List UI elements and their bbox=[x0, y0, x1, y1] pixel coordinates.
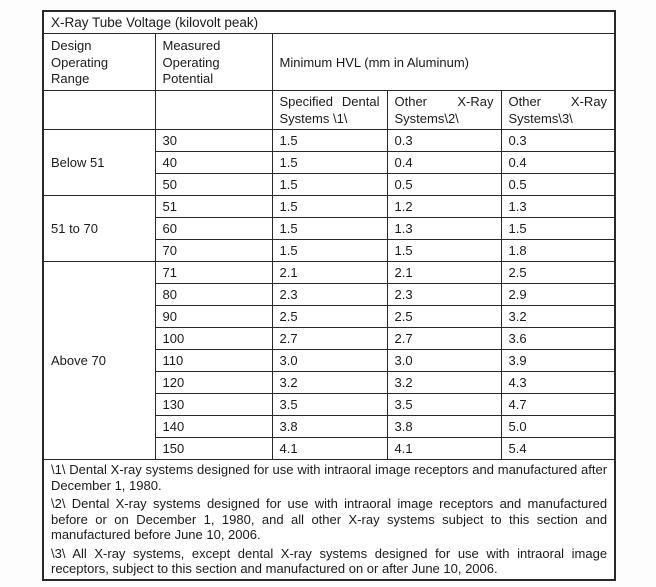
footnotes-row bbox=[43, 460, 615, 580]
hvl-value-cell: 3.2 bbox=[501, 306, 615, 328]
hvl-value-cell: 1.3 bbox=[501, 196, 615, 218]
data-row bbox=[43, 262, 615, 284]
measured-potential-cell: 50 bbox=[155, 174, 272, 196]
hvl-value-cell: 2.5 bbox=[272, 306, 387, 328]
measured-potential-cell: 30 bbox=[155, 130, 272, 152]
hvl-value-cell: 2.1 bbox=[387, 262, 501, 284]
hvl-value-cell: 2.5 bbox=[387, 306, 501, 328]
hvl-value-cell: 1.2 bbox=[387, 196, 501, 218]
measured-potential-cell: 51 bbox=[155, 196, 272, 218]
data-row bbox=[43, 196, 615, 218]
hvl-value-cell: 3.6 bbox=[501, 328, 615, 350]
hvl-value-cell: 1.5 bbox=[272, 152, 387, 174]
subheader-specified-dental-systems: Specified Dental Systems \1\ bbox=[272, 90, 387, 129]
footnote-2: \2\ Dental X-ray systems designed for use with intraoral image receptors and manufactured before or on December 1, 1980, and all other X-ray systems subject to this section and manufactured before June 10, 2006. bbox=[51, 496, 608, 543]
hvl-value-cell: 1.8 bbox=[501, 240, 615, 262]
hvl-value-cell: 5.0 bbox=[501, 416, 615, 438]
hvl-value-cell: 5.4 bbox=[501, 438, 615, 460]
hvl-value-cell: 3.0 bbox=[272, 350, 387, 372]
data-row bbox=[43, 130, 615, 152]
empty-cell bbox=[43, 90, 155, 129]
measured-potential-cell: 100 bbox=[155, 328, 272, 350]
hvl-value-cell: 3.9 bbox=[501, 350, 615, 372]
measured-potential-cell: 40 bbox=[155, 152, 272, 174]
hvl-value-cell: 1.3 bbox=[387, 218, 501, 240]
measured-potential-cell: 140 bbox=[155, 416, 272, 438]
footnote-1: \1\ Dental X-ray systems designed for use with intraoral image receptors and manufactured after December 1, 1980. bbox=[51, 462, 608, 493]
measured-potential-cell: 71 bbox=[155, 262, 272, 284]
col-header-design-operating-range: Design Operating Range bbox=[43, 34, 155, 91]
hvl-value-cell: 2.7 bbox=[272, 328, 387, 350]
measured-potential-cell: 80 bbox=[155, 284, 272, 306]
xray-tube-voltage-table bbox=[42, 10, 616, 581]
measured-potential-cell: 70 bbox=[155, 240, 272, 262]
footnotes-cell bbox=[43, 460, 615, 580]
hvl-value-cell: 0.4 bbox=[387, 152, 501, 174]
hvl-value-cell: 2.9 bbox=[501, 284, 615, 306]
hvl-value-cell: 0.4 bbox=[501, 152, 615, 174]
hvl-value-cell: 3.2 bbox=[387, 372, 501, 394]
hvl-value-cell: 2.3 bbox=[387, 284, 501, 306]
measured-potential-cell: 60 bbox=[155, 218, 272, 240]
hvl-value-cell: 0.3 bbox=[501, 130, 615, 152]
hvl-value-cell: 3.0 bbox=[387, 350, 501, 372]
hvl-value-cell: 4.7 bbox=[501, 394, 615, 416]
subheader-other-xray-systems-2: Other X-Ray Systems\2\ bbox=[387, 90, 501, 129]
design-operating-range-cell: Below 51 bbox=[43, 130, 155, 196]
hvl-value-cell: 3.8 bbox=[272, 416, 387, 438]
hvl-value-cell: 2.1 bbox=[272, 262, 387, 284]
hvl-value-cell: 4.1 bbox=[387, 438, 501, 460]
measured-potential-cell: 120 bbox=[155, 372, 272, 394]
hvl-value-cell: 2.3 bbox=[272, 284, 387, 306]
hvl-value-cell: 1.5 bbox=[272, 240, 387, 262]
table-title-row bbox=[43, 11, 615, 34]
hvl-value-cell: 2.5 bbox=[501, 262, 615, 284]
design-operating-range-cell: 51 to 70 bbox=[43, 196, 155, 262]
hvl-value-cell: 0.5 bbox=[501, 174, 615, 196]
table-title: X-Ray Tube Voltage (kilovolt peak) bbox=[43, 11, 615, 34]
hvl-value-cell: 4.3 bbox=[501, 372, 615, 394]
hvl-value-cell: 3.5 bbox=[387, 394, 501, 416]
hvl-value-cell: 1.5 bbox=[387, 240, 501, 262]
hvl-value-cell: 2.7 bbox=[387, 328, 501, 350]
measured-potential-cell: 90 bbox=[155, 306, 272, 328]
measured-potential-cell: 110 bbox=[155, 350, 272, 372]
column-header-row bbox=[43, 34, 615, 91]
design-operating-range-cell: Above 70 bbox=[43, 262, 155, 460]
subheader-row bbox=[43, 90, 615, 129]
footnote-3: \3\ All X-ray systems, except dental X-ray systems designed for use with intraoral image receptors, subject to this section and manufactured on or after June 10, 2006. bbox=[51, 545, 608, 577]
hvl-value-cell: 4.1 bbox=[272, 438, 387, 460]
hvl-value-cell: 3.8 bbox=[387, 416, 501, 438]
hvl-value-cell: 0.3 bbox=[387, 130, 501, 152]
empty-cell bbox=[155, 90, 272, 129]
measured-potential-cell: 150 bbox=[155, 438, 272, 460]
hvl-value-cell: 1.5 bbox=[272, 196, 387, 218]
hvl-value-cell: 1.5 bbox=[501, 218, 615, 240]
hvl-value-cell: 3.2 bbox=[272, 372, 387, 394]
col-header-minimum-hvl: Minimum HVL (mm in Aluminum) bbox=[272, 34, 615, 91]
subheader-other-xray-systems-3: Other X-Ray Systems\3\ bbox=[501, 90, 615, 129]
col-header-measured-operating-potential: Measured Operating Potential bbox=[155, 34, 272, 91]
measured-potential-cell: 130 bbox=[155, 394, 272, 416]
hvl-value-cell: 1.5 bbox=[272, 174, 387, 196]
hvl-value-cell: 0.5 bbox=[387, 174, 501, 196]
hvl-value-cell: 1.5 bbox=[272, 218, 387, 240]
hvl-value-cell: 1.5 bbox=[272, 130, 387, 152]
hvl-value-cell: 3.5 bbox=[272, 394, 387, 416]
